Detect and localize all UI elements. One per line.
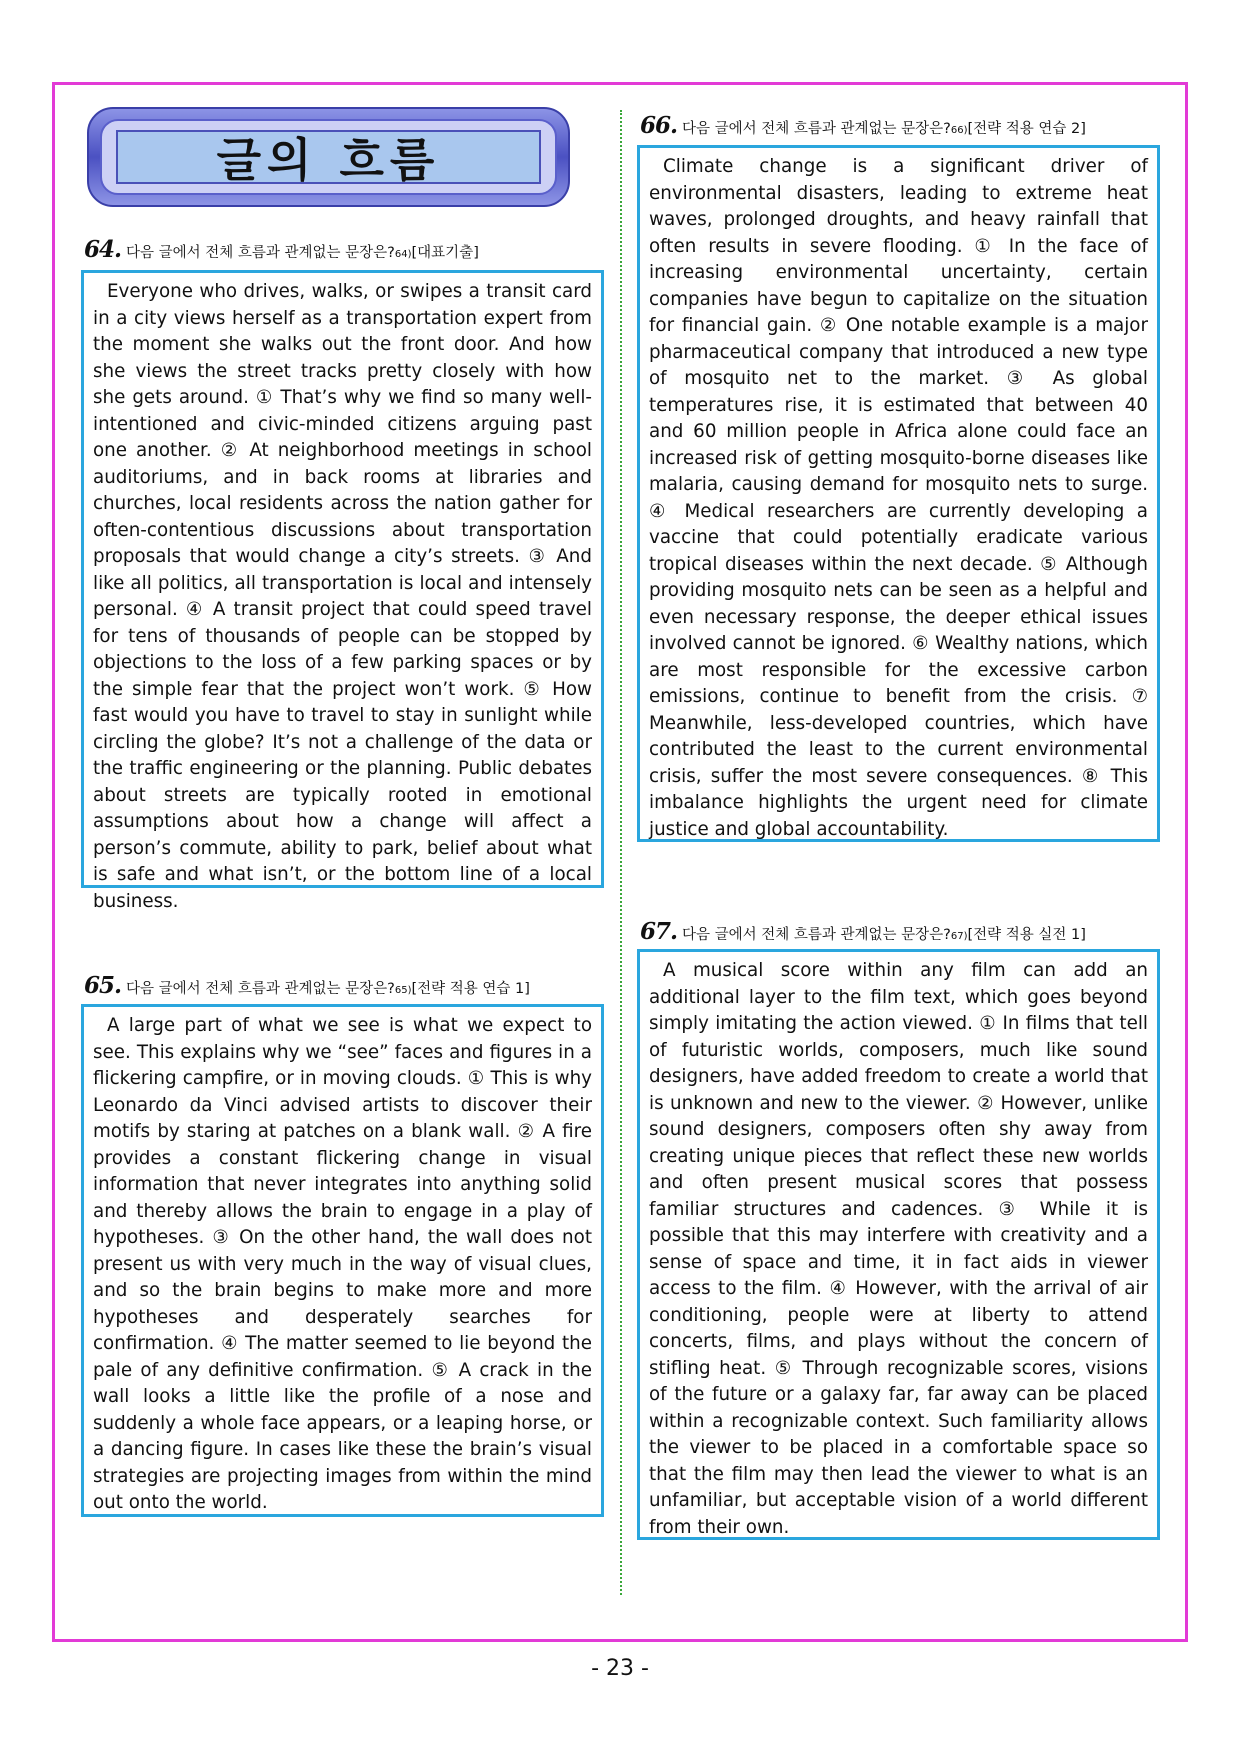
question-66-header — [640, 112, 1086, 139]
footnote-marker: 66) — [950, 125, 968, 136]
question-66-box — [637, 145, 1160, 842]
question-65-header — [84, 972, 530, 999]
question-67-passage: A musical score within any film can add an additional layer to the film text, which goes beyond simply imitating the action viewed. ① In films that tell of futuristic worlds, composers, much like sound designers, have added freedom to create a world that is unknown and new to the viewer. ② However, unlike sound designers, composers often shy away from creating unique pieces that reflect these new worlds and often present musical scores that possess familiar structures and cadences. ③ While it is possible that this may interfere with creativity and a sense of space and time, it in fact aids in viewer access to the film. ④ However, with the arrival of air conditioning, people were at liberty to attend concerts, films, and plays without the concern of stifling heat. ⑤ Through recognizable scores, visions of the future or a galaxy far, far away can be placed within a recognizable context. Such familiarity allows the viewer to be placed in a comfortable space so that the film may then lead the viewer to what is an unfamiliar, but acceptable vision of a world different from their own. — [649, 960, 1148, 1538]
question-number: 67. — [640, 918, 678, 945]
page-number: - 23 - — [591, 1656, 649, 1681]
question-number: 64. — [84, 236, 122, 263]
question-65-box — [81, 1004, 604, 1517]
question-prompt: 다음 글에서 전체 흐름과 관계없는 문장은? — [126, 245, 395, 261]
section-title: 글의 흐름 — [216, 133, 441, 187]
question-tag: [전략 적용 연습 2] — [967, 121, 1086, 137]
question-64-box — [81, 270, 604, 912]
question-67-box — [637, 949, 1160, 1540]
question-number: 65. — [84, 972, 122, 999]
column-divider — [620, 110, 622, 1595]
banner-inner — [100, 119, 557, 195]
question-tag: [전략 적용 실전 1] — [967, 927, 1086, 943]
question-66-passage: Climate change is a significant driver of environmental disasters, leading to extreme heat waves, prolonged droughts, and heavy rainfall that often results in severe flooding. ① In the face of increasing environmental uncertainty, certain companies have begun to capitalize on the situation for financial gain. ② One notable example is a major pharmaceutical company that introduced a new type of mosquito net to the market. ③ As global temperatures rise, it is estimated that between 40 and 60 million people in Africa alone could face an increased risk of getting mosquito-borne diseases like malaria, causing demand for mosquito nets to surge. ④ Medical researchers are currently developing a vaccine that could potentially eradicate various tropical diseases within the next decade. ⑤ Although providing mosquito nets can be seen as a helpful and even necessary response, the deeper ethical issues involved cannot be ignored. ⑥ Wealthy nations, which are most responsible for the excessive carbon emissions, continue to benefit from the crisis. ⑦ Meanwhile, less-developed countries, which have contributed the least to the current environmental crisis, suffer the most severe consequences. ⑧ This imbalance highlights the urgent need for climate justice and global accountability. — [649, 156, 1148, 840]
question-67-header — [640, 918, 1086, 945]
question-tag: [대표기출] — [411, 245, 479, 261]
question-64-header — [84, 236, 479, 263]
question-65-passage: A large part of what we see is what we expect to see. This explains why we “see” faces and figures in a flickering campfire, or in moving clouds. ① This is why Leonardo da Vinci advised artists to discover their motifs by staring at patches on a blank wall. ② A fire provides a constant flickering change in visual information that never integrates into anything solid and thereby allows the brain to engage in a play of hypotheses. ③ On the other hand, the wall does not present us with very much in the way of visual clues, and so the brain begins to make more and more hypotheses and desperately searches for confirmation. ④ The matter seemed to lie beyond the pale of any definitive confirmation. ⑤ A crack in the wall looks a little like the profile of a nose and suddenly a whole face appears, or a leaping horse, or a dancing figure. In cases like these the brain’s visual strategies are projecting images from within the mind out onto the world. — [93, 1015, 592, 1513]
question-number: 66. — [640, 112, 678, 139]
footnote-marker: 64) — [394, 249, 412, 260]
footnote-marker: 65) — [394, 985, 412, 996]
question-prompt: 다음 글에서 전체 흐름과 관계없는 문장은? — [126, 981, 395, 997]
footnote-marker: 67) — [950, 931, 968, 942]
banner-core — [116, 130, 541, 187]
question-64-passage: Everyone who drives, walks, or swipes a transit card in a city views herself as a transportation expert from the moment she walks out the front door. And how she views the street tracks pretty closely with how she gets around. ① That’s why we find so many well-intentioned and civic-minded citizens arguing past one another. ② At neighborhood meetings in school auditoriums, and in back rooms at libraries and churches, local residents across the nation gather for often-contentious discussions about transportation proposals that would change a city’s streets. ③ And like all politics, all transportation is local and intensely personal. ④ A transit project that could speed travel for tens of thousands of people can be stopped by objections to the loss of a few parking spaces or by the simple fear that the project won’t work. ⑤ How fast would you have to travel to stay in sunlight while circling the globe? It’s not a challenge of the data or the traffic engineering or the planning. Public debates about streets are typically rooted in emotional assumptions about how a change will affect a person’s commute, ability to park, belief about what is safe and what isn’t, or the bottom line of a local business. — [93, 281, 592, 912]
question-prompt: 다음 글에서 전체 흐름과 관계없는 문장은? — [682, 927, 951, 943]
question-tag: [전략 적용 연습 1] — [411, 981, 530, 997]
question-prompt: 다음 글에서 전체 흐름과 관계없는 문장은? — [682, 121, 951, 137]
section-banner — [87, 107, 570, 207]
